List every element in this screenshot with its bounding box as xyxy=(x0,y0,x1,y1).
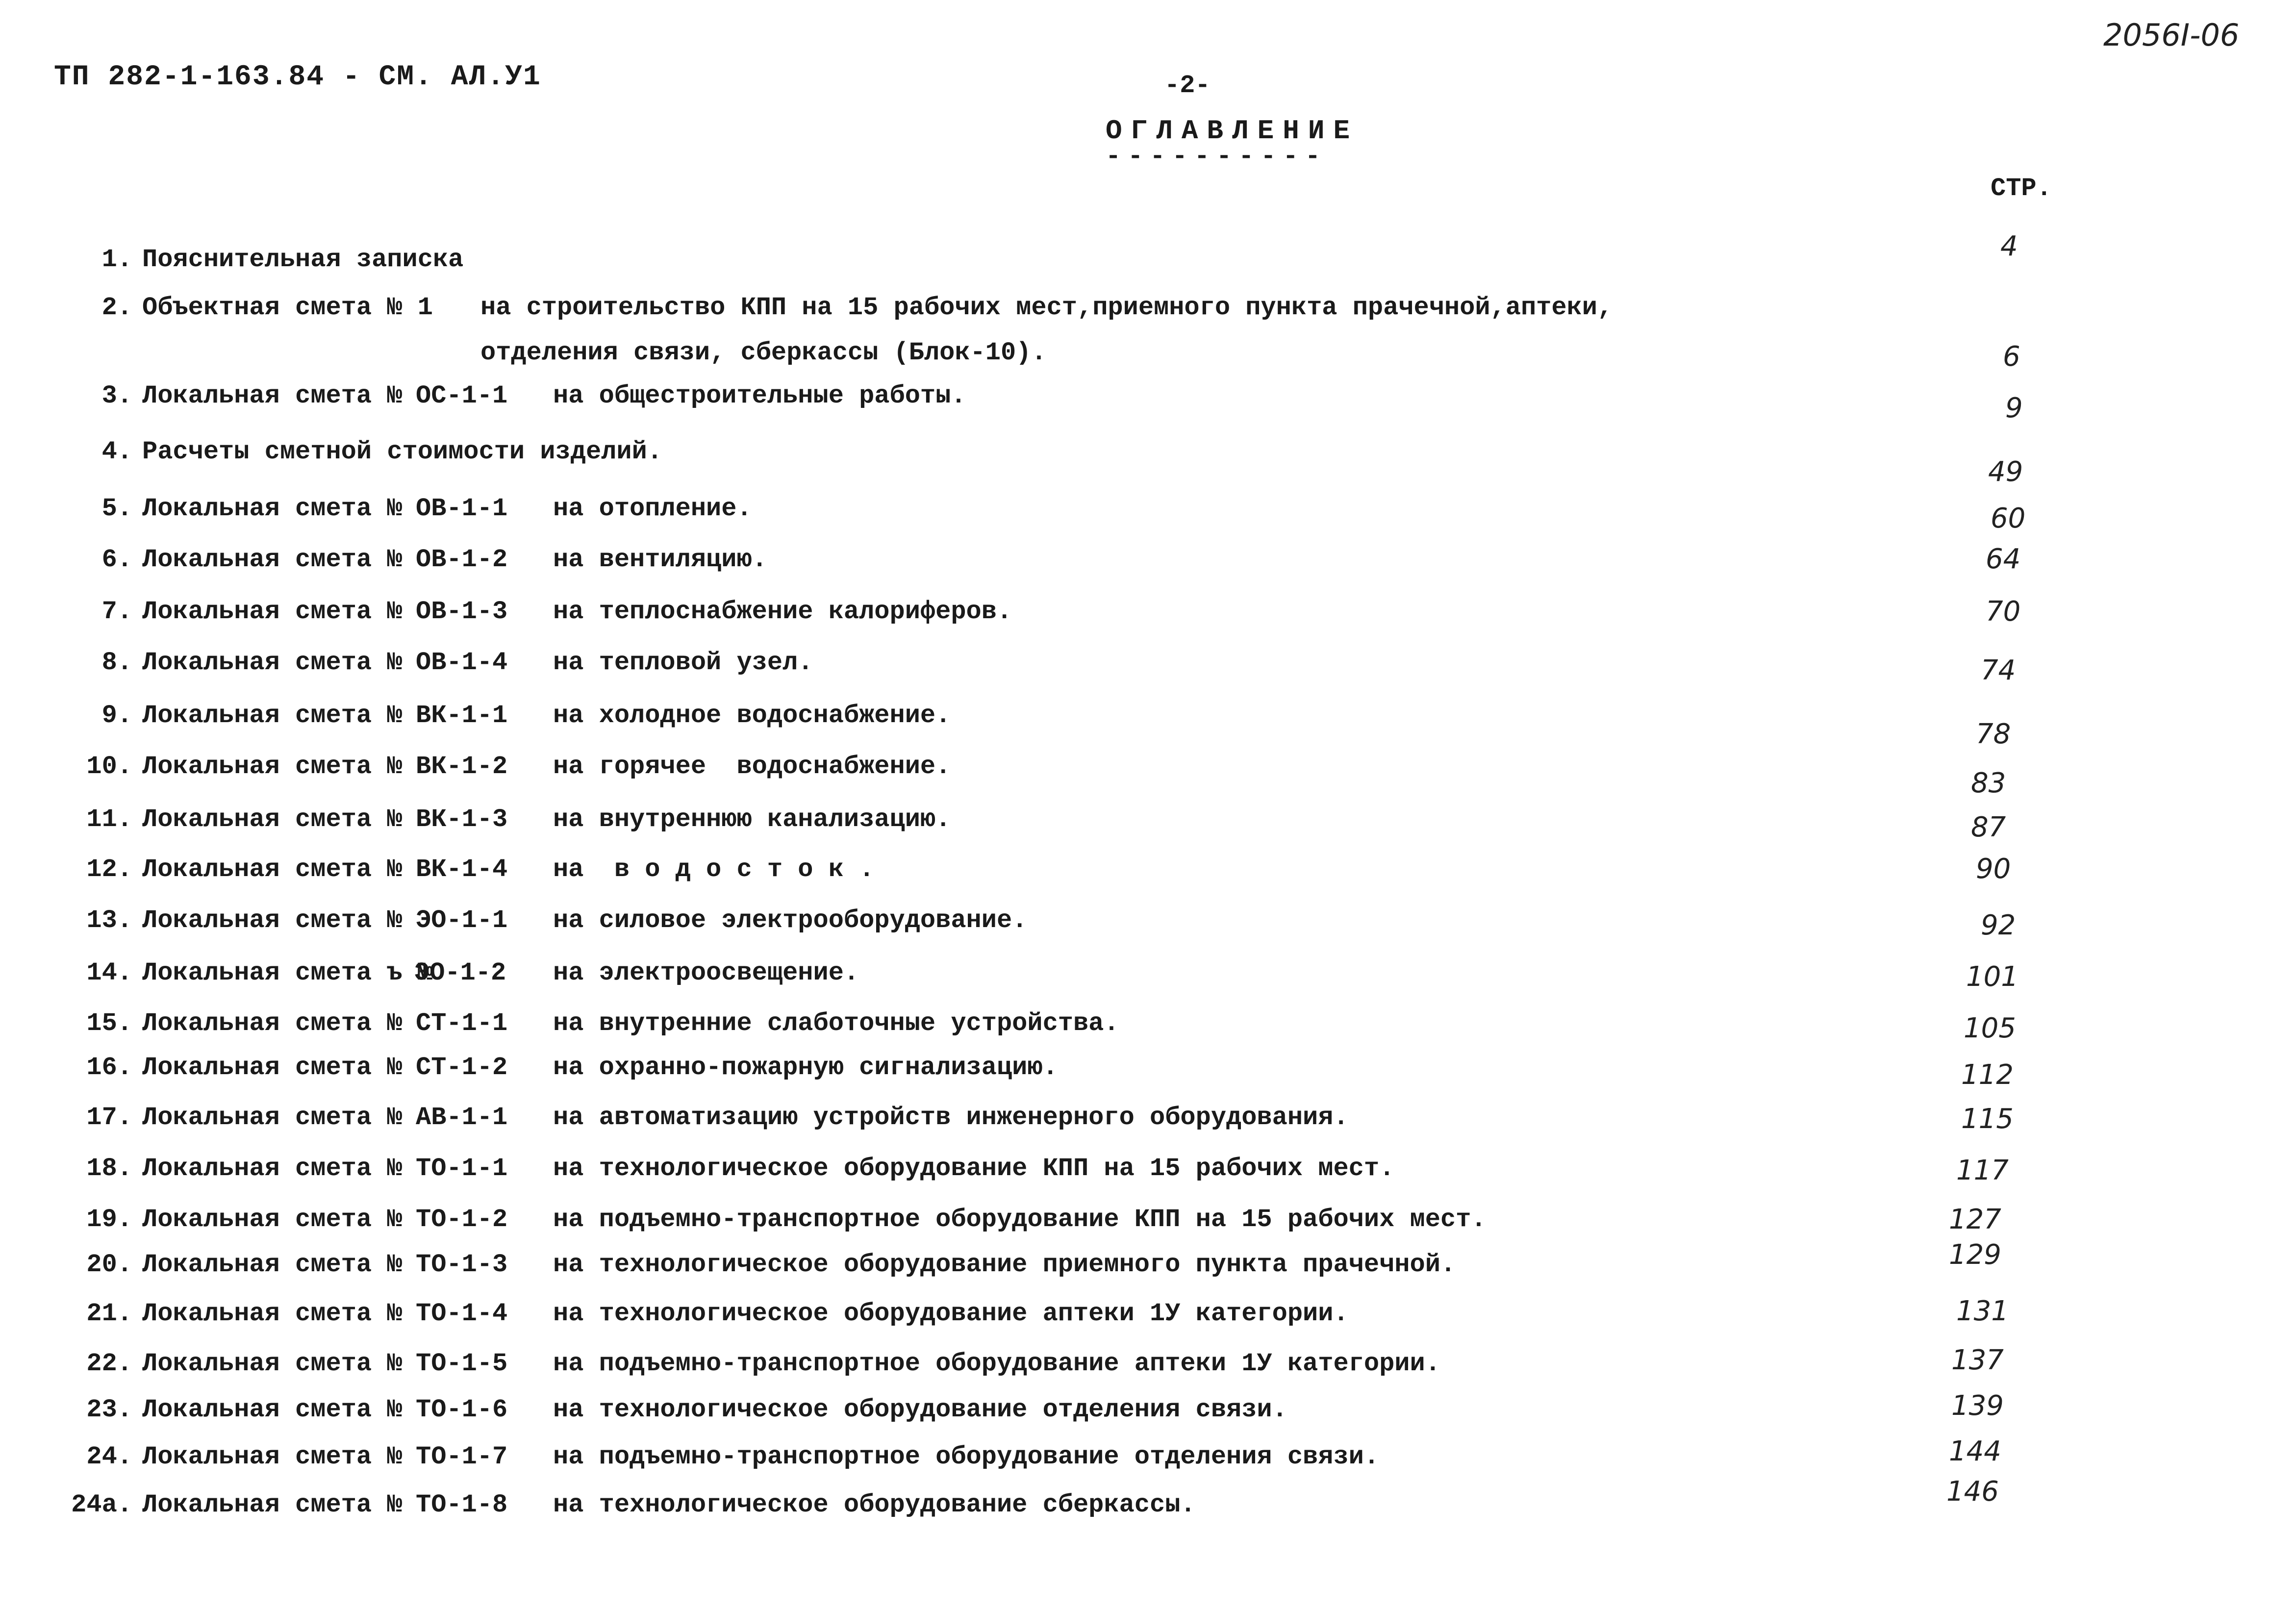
page-ref: 92 xyxy=(1981,909,2016,941)
estimate-code: ТО-1-2 xyxy=(416,1205,508,1234)
item-number: 1. xyxy=(101,245,132,274)
item-description: на внутреннюю канализацию. xyxy=(553,805,951,834)
estimate-code: ВК-1-2 xyxy=(416,752,508,781)
item-number: 9. xyxy=(101,701,132,730)
item-number: 22. xyxy=(86,1349,132,1378)
item-number: 12. xyxy=(86,855,132,884)
estimate-code: ОВ-1-4 xyxy=(416,648,508,677)
item-number: 20. xyxy=(86,1250,132,1279)
estimate-code: СТ-1-1 xyxy=(416,1009,508,1038)
page-ref: 6 xyxy=(2003,341,2020,373)
page-title: ОГЛАВЛЕНИЕ xyxy=(1106,115,1359,147)
item-number: 2. xyxy=(101,293,132,322)
page-ref: 127 xyxy=(1949,1204,2001,1235)
estimate-code: ОВ-1-1 xyxy=(416,494,508,523)
item-title: Локальная смета № xyxy=(142,701,403,730)
item-description: на внутренние слаботочные устройства. xyxy=(553,1009,1119,1038)
item-title: Объектная смета № 1 xyxy=(142,293,433,322)
item-title: Локальная смета № xyxy=(142,1442,403,1471)
item-title: Локальная смета № xyxy=(142,545,403,574)
item-description: на подъемно-транспортное оборудование отделения связи. xyxy=(553,1442,1380,1471)
estimate-code: ТО-1-5 xyxy=(416,1349,508,1378)
estimate-code: ОС-1-1 xyxy=(416,381,508,410)
estimate-code: ТО-1-6 xyxy=(416,1395,508,1424)
page-ref: 115 xyxy=(1961,1103,2014,1135)
item-title: Локальная смета № xyxy=(142,648,403,677)
item-description: на подъемно-транспортное оборудование КПП на 15 рабочих мест. xyxy=(553,1205,1487,1234)
page-ref: 137 xyxy=(1951,1344,2004,1376)
page-ref: 9 xyxy=(2005,392,2023,424)
item-title: Локальная смета № xyxy=(142,855,403,884)
estimate-code: ТО-1-3 xyxy=(416,1250,508,1279)
page-ref: 90 xyxy=(1976,853,2011,885)
page-ref: 131 xyxy=(1956,1295,2009,1327)
page-ref: 117 xyxy=(1956,1155,2009,1186)
item-description-cont: отделения связи, сберкассы (Блок-10). xyxy=(480,338,1047,367)
item-number: 4. xyxy=(101,437,132,466)
item-description: на автоматизацию устройств инженерного оборудования. xyxy=(553,1103,1349,1132)
estimate-code: ТО-1-7 xyxy=(416,1442,508,1471)
page-ref: 87 xyxy=(1971,811,2006,843)
estimate-code: ЭО-1-1 xyxy=(416,906,508,935)
item-title: Локальная смета № xyxy=(142,1395,403,1424)
item-description: на силовое электрооборудование. xyxy=(553,906,1028,935)
page-column-label: СТР. xyxy=(1991,174,2052,203)
page-number: -2- xyxy=(1164,71,1211,100)
page-ref: 101 xyxy=(1966,961,2018,993)
page-ref: 78 xyxy=(1976,718,2011,750)
estimate-code: ОВ-1-3 xyxy=(416,597,508,626)
estimate-code: ВК-1-1 xyxy=(416,701,508,730)
item-number: 10. xyxy=(86,752,132,781)
item-number: 14. xyxy=(86,958,132,987)
item-number: 24. xyxy=(86,1442,132,1471)
item-number: 17. xyxy=(86,1103,132,1132)
item-title: Локальная смета № xyxy=(142,1250,403,1279)
item-title: Локальная смета № xyxy=(142,1053,403,1082)
item-description: на технологическое оборудование аптеки 1У категории. xyxy=(553,1299,1349,1328)
item-description: на теплоснабжение калориферов. xyxy=(553,597,1012,626)
page-ref: 49 xyxy=(1988,456,2023,488)
estimate-code: ТО-1-4 xyxy=(416,1299,508,1328)
item-description: на вентиляцию. xyxy=(553,545,767,574)
item-title: Локальная смета № xyxy=(142,1490,403,1519)
item-description: на строительство КПП на 15 рабочих мест,приемного пункта прачечной,аптеки, xyxy=(480,293,1613,322)
item-description: на подъемно-транспортное оборудование аптеки 1У категории. xyxy=(553,1349,1440,1378)
page-ref: 146 xyxy=(1946,1476,1999,1508)
page-ref: 64 xyxy=(1986,543,2021,575)
item-number: 13. xyxy=(86,906,132,935)
item-number: 16. xyxy=(86,1053,132,1082)
item-description: на охранно-пожарную сигнализацию. xyxy=(553,1053,1058,1082)
estimate-code: ЭО-1-2 xyxy=(414,958,506,987)
page-ref: 70 xyxy=(1986,596,2021,628)
item-number: 5. xyxy=(101,494,132,523)
item-description: на горячее водоснабжение. xyxy=(553,752,951,781)
item-description: на технологическое оборудование КПП на 15 рабочих мест. xyxy=(553,1154,1395,1183)
item-title: Локальная смета № xyxy=(142,1103,403,1132)
item-description: на технологическое оборудование отделения связи. xyxy=(553,1395,1287,1424)
item-title: Локальная смета № xyxy=(142,1205,403,1234)
page-ref: 83 xyxy=(1971,767,2006,799)
estimate-code: ВК-1-4 xyxy=(416,855,508,884)
item-number: 6. xyxy=(101,545,132,574)
page-ref: 4 xyxy=(2000,230,2018,262)
page-ref: 129 xyxy=(1949,1239,2001,1271)
item-number: 11. xyxy=(86,805,132,834)
item-number: 3. xyxy=(101,381,132,410)
item-number: 19. xyxy=(86,1205,132,1234)
item-title: Локальная смета № xyxy=(142,752,403,781)
item-description: на тепловой узел. xyxy=(553,648,813,677)
estimate-code: ВК-1-3 xyxy=(416,805,508,834)
document-code: ТП 282-1-163.84 - СМ. АЛ.У1 xyxy=(54,61,541,93)
item-number: 23. xyxy=(86,1395,132,1424)
estimate-code: СТ-1-2 xyxy=(416,1053,508,1082)
item-description: на в о д о с т о к . xyxy=(553,855,875,884)
page-ref: 112 xyxy=(1961,1059,2014,1091)
item-title: Расчеты сметной стоимости изделий. xyxy=(142,437,662,466)
page-ref: 60 xyxy=(1991,503,2026,534)
title-underline: ---------- xyxy=(1106,142,1328,171)
item-description: на холодное водоснабжение. xyxy=(553,701,951,730)
item-title: Локальная смета № xyxy=(142,494,403,523)
item-description: на отопление. xyxy=(553,494,752,523)
item-description: на электроосвещение. xyxy=(553,958,859,987)
estimate-code: ТО-1-1 xyxy=(416,1154,508,1183)
item-title: Локальная смета № xyxy=(142,381,403,410)
item-title: Локальная смета № xyxy=(142,1009,403,1038)
item-number: 24а. xyxy=(71,1490,132,1519)
page-ref: 105 xyxy=(1964,1012,2016,1044)
page-ref: 139 xyxy=(1951,1390,2004,1422)
page-ref: 74 xyxy=(1981,654,2016,686)
page-ref: 144 xyxy=(1949,1435,2001,1467)
item-title: Локальная смета № xyxy=(142,906,403,935)
item-title: Локальная смета № xyxy=(142,1154,403,1183)
item-title: Локальная смета № xyxy=(142,1349,403,1378)
item-title: Локальная смета № xyxy=(142,597,403,626)
estimate-code: ОВ-1-2 xyxy=(416,545,508,574)
item-number: 18. xyxy=(86,1154,132,1183)
item-number: 8. xyxy=(101,648,132,677)
item-description: на общестроительные работы. xyxy=(553,381,966,410)
archive-number: 2056I-06 xyxy=(2103,17,2240,53)
item-title: Локальная смета ъ № xyxy=(142,958,433,987)
estimate-code: АВ-1-1 xyxy=(416,1103,508,1132)
item-number: 15. xyxy=(86,1009,132,1038)
item-title: Локальная смета № xyxy=(142,1299,403,1328)
item-description: на технологическое оборудование сберкассы. xyxy=(553,1490,1196,1519)
item-title: Пояснительная записка xyxy=(142,245,464,274)
item-title: Локальная смета № xyxy=(142,805,403,834)
estimate-code: ТО-1-8 xyxy=(416,1490,508,1519)
item-number: 21. xyxy=(86,1299,132,1328)
item-number: 7. xyxy=(101,597,132,626)
item-description: на технологическое оборудование приемного пункта прачечной. xyxy=(553,1250,1456,1279)
